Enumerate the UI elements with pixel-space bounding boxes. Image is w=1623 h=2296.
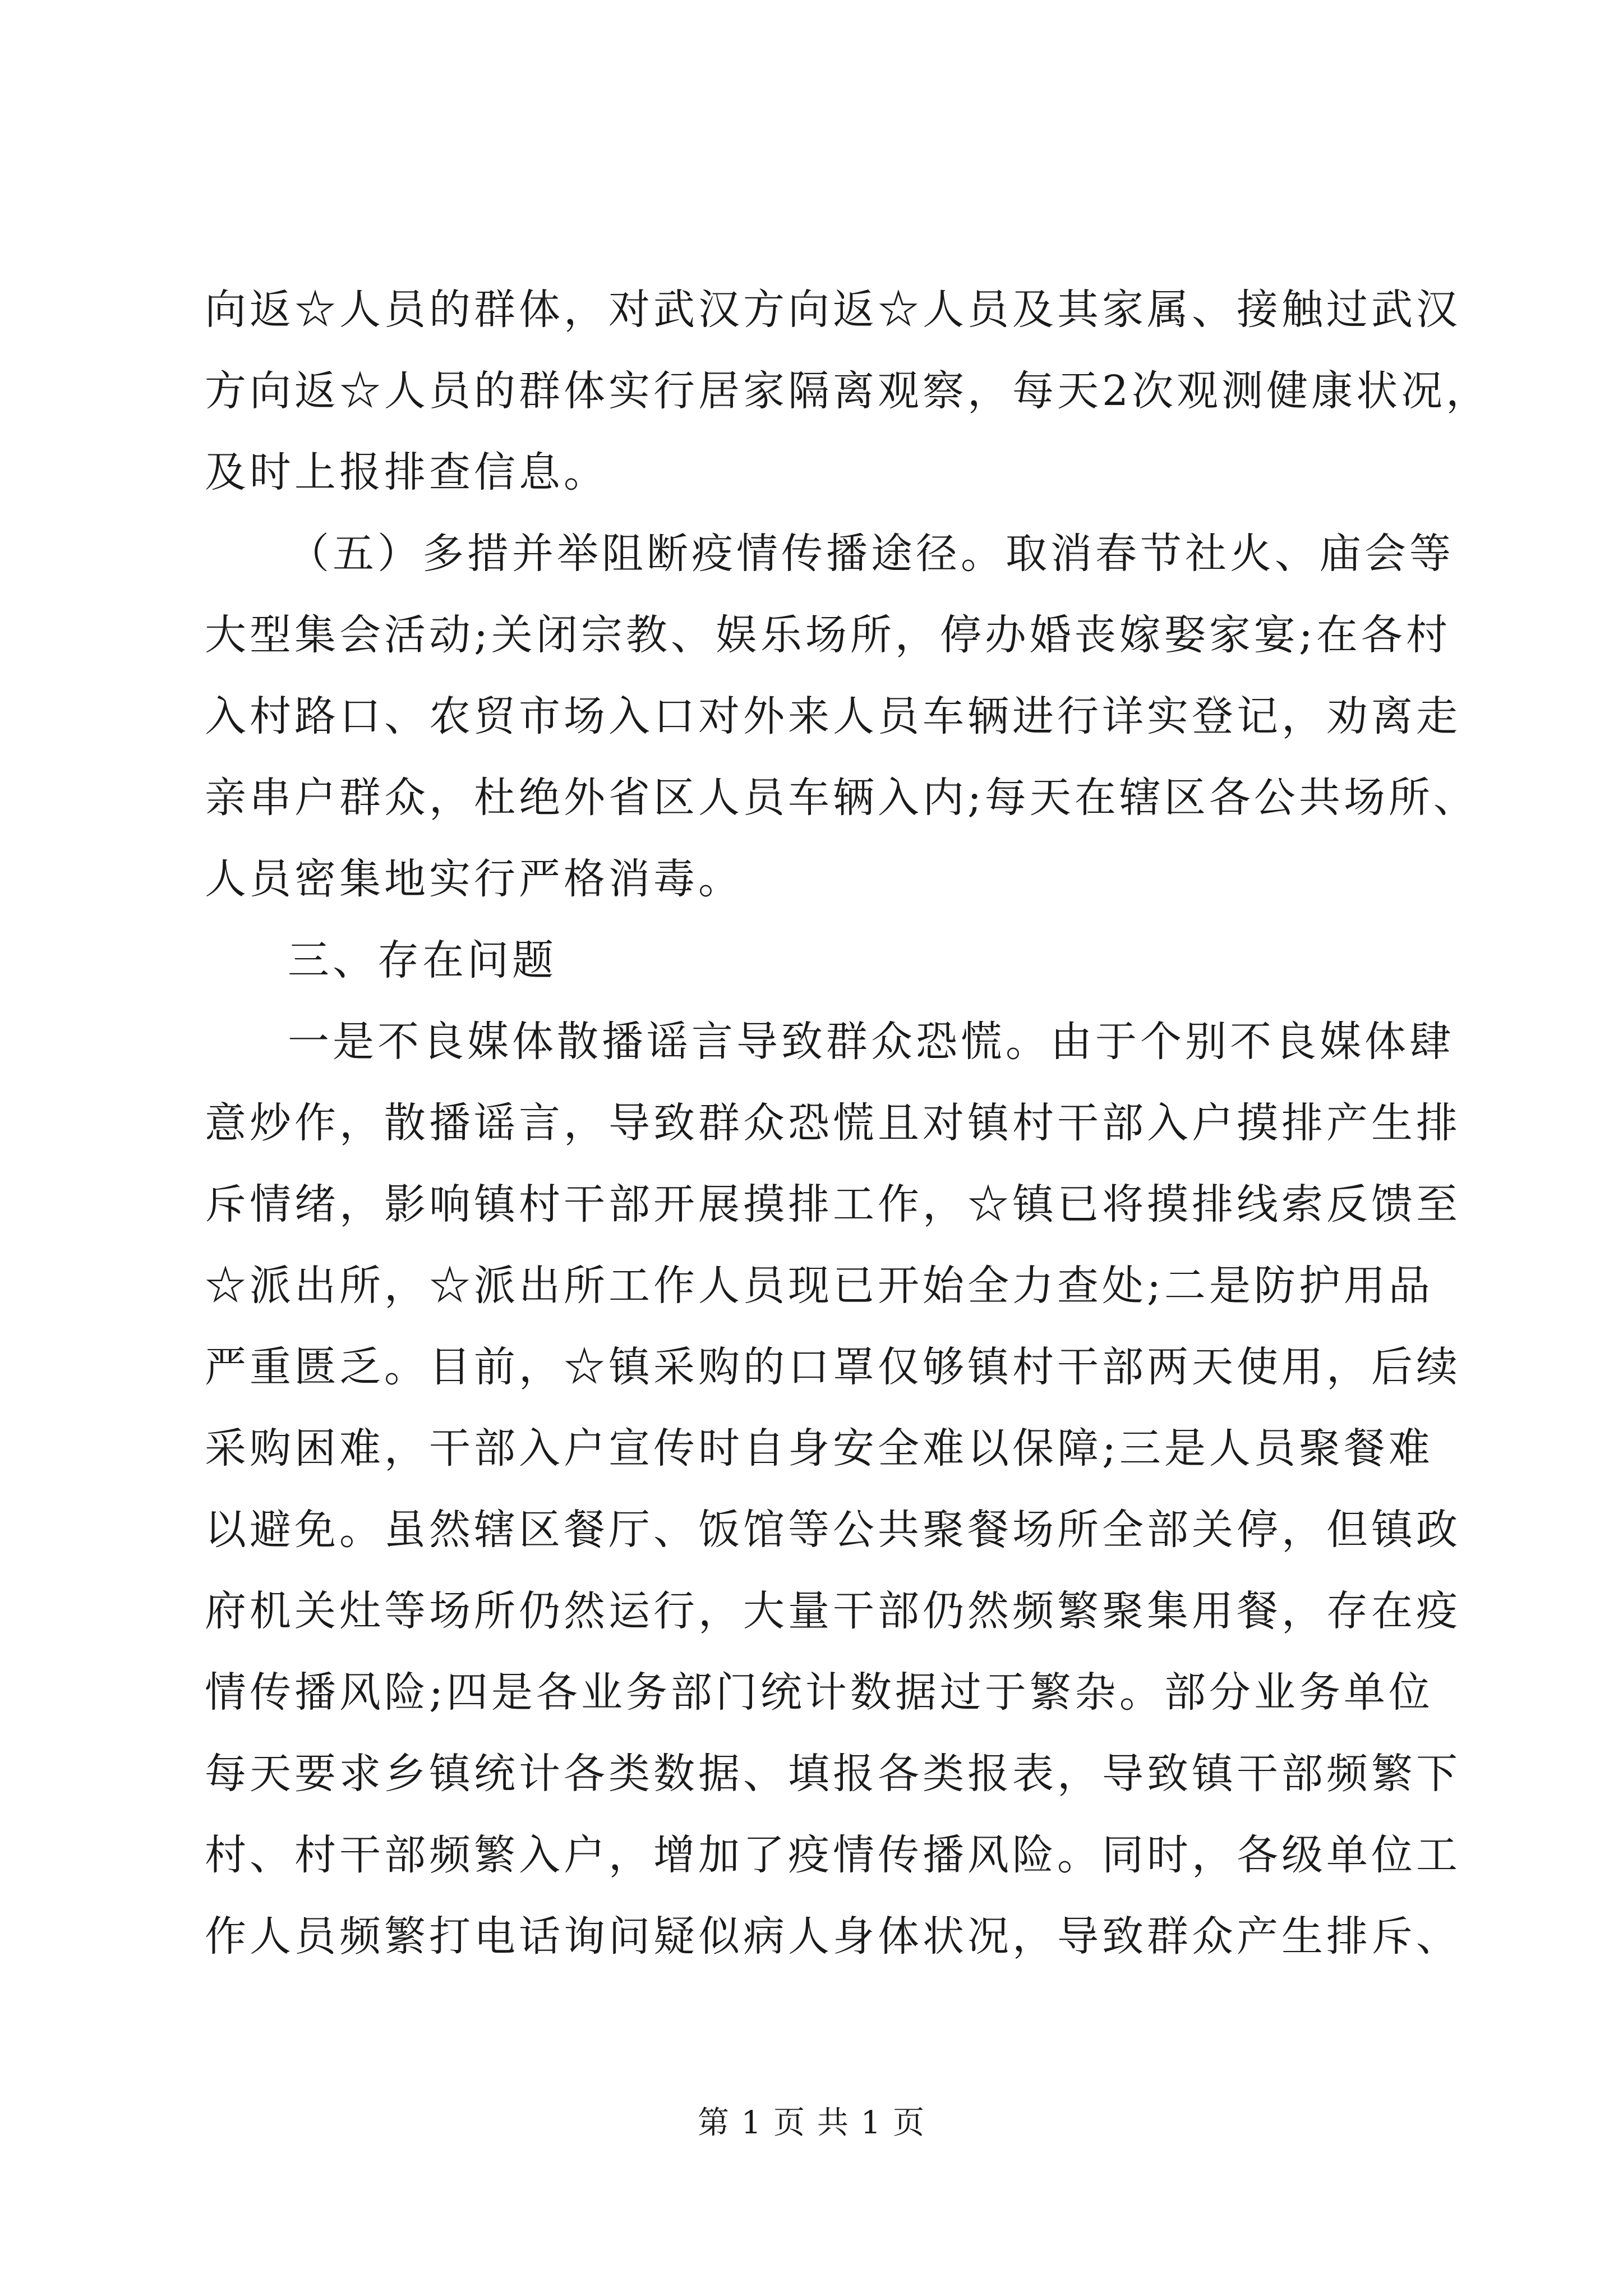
text-line: 村、村干部频繁入户，增加了疫情传播风险。同时，各级单位工: [205, 1831, 1461, 1879]
text-line: 亲串户群众，杜绝外省区人员车辆入内;每天在辖区各公共场所、: [205, 774, 1478, 822]
text-line: 以避免。虽然辖区餐厅、饭馆等公共聚餐场所全部关停，但镇政: [205, 1506, 1461, 1554]
text-line: 人员密集地实行严格消毒。: [205, 855, 743, 903]
text-line: （五）多措并举阻断疫情传播途径。取消春节社火、庙会等: [288, 530, 1454, 578]
text-line: 方向返☆人员的群体实行居家隔离观察，每天2次观测健康状况，: [205, 367, 1491, 415]
paragraph-section-five: [205, 513, 1478, 920]
text-line: 及时上报排查信息。: [205, 448, 608, 496]
text-line: 作人员频繁打电话询问疑似病人身体状况，导致群众产生排斥、: [205, 1912, 1461, 1961]
section-heading: 三、存在问题: [288, 936, 557, 984]
text-line: 向返☆人员的群体，对武汉方向返☆人员及其家属、接触过武汉: [205, 286, 1461, 334]
paragraph-problems: [205, 1001, 1461, 1977]
text-line: 大型集会活动;关闭宗教、娱乐场所，停办婚丧嫁娶家宴;在各村: [205, 611, 1451, 659]
text-line: 情传播风险;四是各业务部门统计数据过于繁杂。部分业务单位: [205, 1668, 1433, 1717]
text-line: 严重匮乏。目前，☆镇采购的口罩仅够镇村干部两天使用，后续: [205, 1343, 1461, 1391]
heading-section-three: [205, 920, 1419, 1001]
paragraph-continued-quarantine: [205, 269, 1491, 513]
text-line: 府机关灶等场所仍然运行，大量干部仍然频繁聚集用餐，存在疫: [205, 1587, 1461, 1635]
page-number-footer: 第 1 页 共 1 页: [697, 2105, 926, 2141]
text-line: 入村路口、农贸市场入口对外来人员车辆进行详实登记，劝离走: [205, 692, 1461, 740]
text-line: 每天要求乡镇统计各类数据、填报各类报表，导致镇干部频繁下: [205, 1750, 1461, 1798]
text-line: 采购困难，干部入户宣传时自身安全难以保障;三是人员聚餐难: [205, 1424, 1433, 1473]
text-line: 意炒作，散播谣言，导致群众恐慌且对镇村干部入户摸排产生排: [205, 1099, 1461, 1147]
text-line: 斥情绪，影响镇村干部开展摸排工作，☆镇已将摸排线索反馈至: [205, 1180, 1461, 1228]
text-line: 一是不良媒体散播谣言导致群众恐慌。由于个别不良媒体肆: [288, 1018, 1454, 1066]
text-line: ☆派出所，☆派出所工作人员现已开始全力查处;二是防护用品: [205, 1262, 1433, 1310]
document-body: [205, 269, 1491, 1977]
